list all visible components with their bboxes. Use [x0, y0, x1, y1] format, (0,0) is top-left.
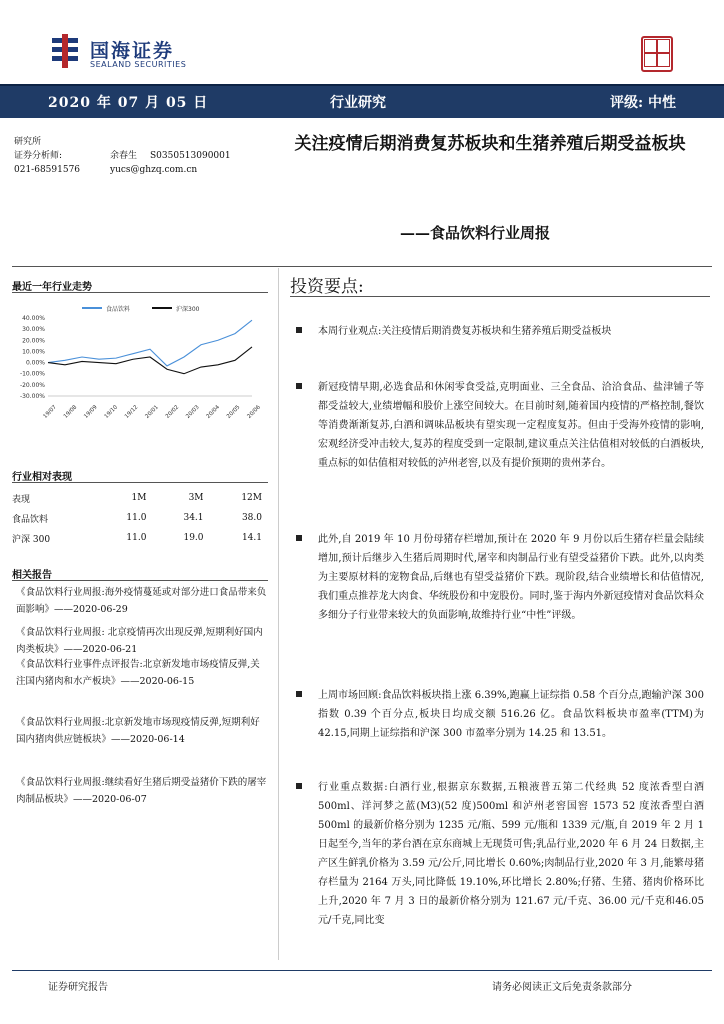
y-tick-label: 10.00% [22, 348, 45, 356]
invest-point-text: 上周市场回顾:食品饮料板块指上涨 6.39%,跑赢上证综指 0.58 个百分点,跑输沪深 300 指数 0.39 个百分点,板块日均成交额 516.26 亿。食品饮料板块市盈率(TTM)为 42.15,同期上证综指和沪深 300 市盈率分别为 14.25 和 13.51。 [318, 690, 704, 739]
invest-point [296, 686, 704, 750]
invest-point-text: 本周行业观点:关注疫情后期消费复苏板块和生猪养殖后期受益板块 [318, 326, 612, 337]
report-date: 2020 年 07 月 05 日 [48, 95, 209, 111]
analyst-dept: 研究所 [14, 137, 42, 147]
y-tick-label: 30.00% [22, 326, 45, 334]
x-tick-label: 19/08 [62, 404, 79, 420]
perf-header-cell: 3M [188, 493, 204, 503]
x-tick-label: 19/07 [42, 404, 58, 420]
perf-cell: 34.1 [183, 513, 204, 523]
header-band [0, 84, 724, 118]
perf-cell: 19.0 [183, 533, 204, 543]
x-tick-label: 20/02 [164, 404, 181, 420]
report-title: 关注疫情后期消费复苏板块和生猪养殖后期受益板块 [294, 134, 686, 154]
analyst-name: 余春生 [110, 151, 138, 161]
x-tick-label: 19/09 [83, 404, 99, 420]
x-tick-label: 20/06 [246, 404, 262, 420]
perf-rule [12, 482, 268, 483]
related-report-item[interactable]: 《食品饮料行业事件点评报告:北京新发地市场疫情反弹,关注国内猪肉和水产板块》——2020-06-15 [16, 659, 260, 687]
reports-rule [12, 580, 268, 581]
trend-heading: 最近一年行业走势 [12, 282, 92, 293]
perf-cell: 11.0 [126, 533, 147, 543]
perf-cell: 沪深 300 [12, 534, 51, 545]
industry-rating: 评级: 中性 [610, 95, 677, 111]
y-tick-label: -10.00% [19, 370, 45, 378]
divider [12, 266, 712, 267]
red-seal-icon [641, 36, 673, 72]
table-row [12, 528, 268, 548]
analyst-email[interactable]: yucs@ghzq.com.cn [110, 165, 198, 175]
trend-rule [12, 292, 268, 293]
footer-rule [12, 970, 712, 971]
perf-header-cell: 12M [241, 493, 262, 503]
related-report-item[interactable]: 《食品饮料行业周报:北京新发地市场现疫情反弹,短期利好国内猪肉供应链板块》——2020-06-14 [16, 717, 260, 745]
perf-table [12, 488, 268, 548]
y-tick-label: -20.00% [19, 381, 45, 389]
related-report-item[interactable]: 《食品饮料行业周报:海外疫情蔓延或对部分进口食品带来负面影响》——2020-06-29 [16, 587, 267, 615]
legend-label: 沪深300 [176, 306, 200, 313]
report-category: 行业研究 [330, 95, 386, 111]
bullet-square-icon [296, 691, 302, 697]
logo-english: SEALAND SECURITIES [90, 60, 187, 69]
column-divider [278, 268, 279, 960]
footer-left: 证券研究报告 [48, 982, 108, 993]
bullet-square-icon [296, 535, 302, 541]
table-row [12, 488, 268, 508]
legend-label: 食品饮料 [106, 306, 131, 313]
analyst-phone: 021-68591576 [14, 165, 81, 175]
footer-right: 请务必阅读正文后免责条款部分 [492, 982, 632, 993]
perf-header-cell: 表现 [12, 494, 31, 505]
x-tick-label: 19/12 [123, 404, 140, 420]
related-report-item[interactable]: 《食品饮料行业周报: 北京疫情再次出现反弹,短期利好国内肉类板块》——2020-06-21 [16, 627, 263, 655]
x-tick-label: 20/04 [205, 404, 222, 420]
invest-heading: 投资要点: [290, 277, 364, 297]
invest-point [296, 322, 704, 362]
analyst-cert: S0350513090001 [150, 151, 231, 161]
table-row [12, 508, 268, 528]
invest-point [296, 778, 704, 958]
bullet-square-icon [296, 783, 302, 789]
invest-rule [290, 296, 710, 297]
x-tick-label: 20/03 [185, 404, 201, 420]
perf-heading: 行业相对表现 [12, 472, 72, 483]
bullet-square-icon [296, 327, 302, 333]
perf-cell: 食品饮料 [12, 514, 49, 525]
invest-point [296, 530, 704, 670]
x-tick-label: 20/01 [144, 404, 160, 420]
series-line-food [48, 320, 252, 366]
report-subtitle: ——食品饮料行业周报 [400, 224, 551, 242]
invest-point [296, 378, 704, 518]
series-line-hs300 [48, 347, 252, 374]
perf-cell: 38.0 [241, 513, 262, 523]
logo-chinese: 国海证券 [90, 40, 175, 62]
y-tick-label: 20.00% [22, 337, 45, 345]
invest-point-text: 此外,自 2019 年 10 月份母猪存栏增加,预计在 2020 年 9 月份以后生猪存栏量会陆续增加,预计后继步入生猪后周期时代,屠宰和肉制品行业有望受益猪价下跌。此外,以肉类为主要原材料的宠物食品,后继也有望受益猪价下跌。现阶段,结合业绩增长和估值情况,我们重点推荐龙大肉食、华统股份和中宠股份。同时,鉴于海内外新冠疫情对食品饮料众多细分子行业带来较大的负面影响,故维持行业“中性”评级。 [318, 534, 704, 621]
perf-cell: 14.1 [241, 533, 262, 543]
analyst-role: 证券分析师: [14, 151, 63, 161]
perf-header-cell: 1M [131, 493, 147, 503]
related-report-item[interactable]: 《食品饮料行业周报:继续看好生猪后期受益猪价下跌的屠宰肉制品板块》——2020-06-07 [16, 777, 267, 805]
x-tick-label: 20/05 [225, 404, 242, 420]
x-tick-label: 19/10 [103, 404, 120, 420]
sealand-logo-icon [50, 34, 80, 68]
y-tick-label: -30.00% [19, 393, 45, 400]
y-tick-label: 0.00% [25, 359, 45, 367]
reports-heading: 相关报告 [12, 570, 52, 581]
invest-point-text: 行业重点数据:白酒行业,根据京东数据,五粮液普五第二代经典 52 度浓香型白酒 500ml、洋河梦之蓝(M3)(52 度)500ml 和泸州老窖国窖 1573 52 度浓香型白酒 500ml 的最新价格分别为 1235 元/瓶、599 元/瓶和 1339 元/瓶,自 2019 年 2 月 1 日起至今,当年的茅台酒在京东商城上无现货可售;乳品行业,2020 年 6 月 24 日数据,主产区生鲜乳价格为 3.59 元/公斤,同比增长 0.60%;肉制品行业,2020 年 3 月,能繁母猪存栏量为 2164 万头,同比降低 19.10%,环比增长 2.80%;仔猪、生猪、猪肉价格环比上升,2020 年 7 月 3 日的最新价格分别为 121.67 元/千克、36.00 元/千克和46.05 元/千克,同比变 [318, 782, 704, 926]
trend-chart [12, 296, 268, 446]
perf-cell: 11.0 [126, 513, 147, 523]
invest-point-text: 新冠疫情早期,必选食品和休闲零食受益,克明面业、三全食品、洽洽食品、盐津铺子等都受益较大,业绩增幅和股价上涨空间较大。在目前时刻,随着国内疫情的严格控制,餐饮等消费渐渐复苏,白酒和调味品板块有望实现一定程度复苏。但由于受海外疫情的影响,宏观经济受冲击较大,复苏的程度受到一定限制,建议重点关注估值相对较低的白酒板块,重点标的如估值相对较低的泸州老窖,以及有提价预期的贵州茅台。 [318, 382, 704, 469]
bullet-square-icon [296, 383, 302, 389]
y-tick-label: 40.00% [22, 315, 45, 322]
